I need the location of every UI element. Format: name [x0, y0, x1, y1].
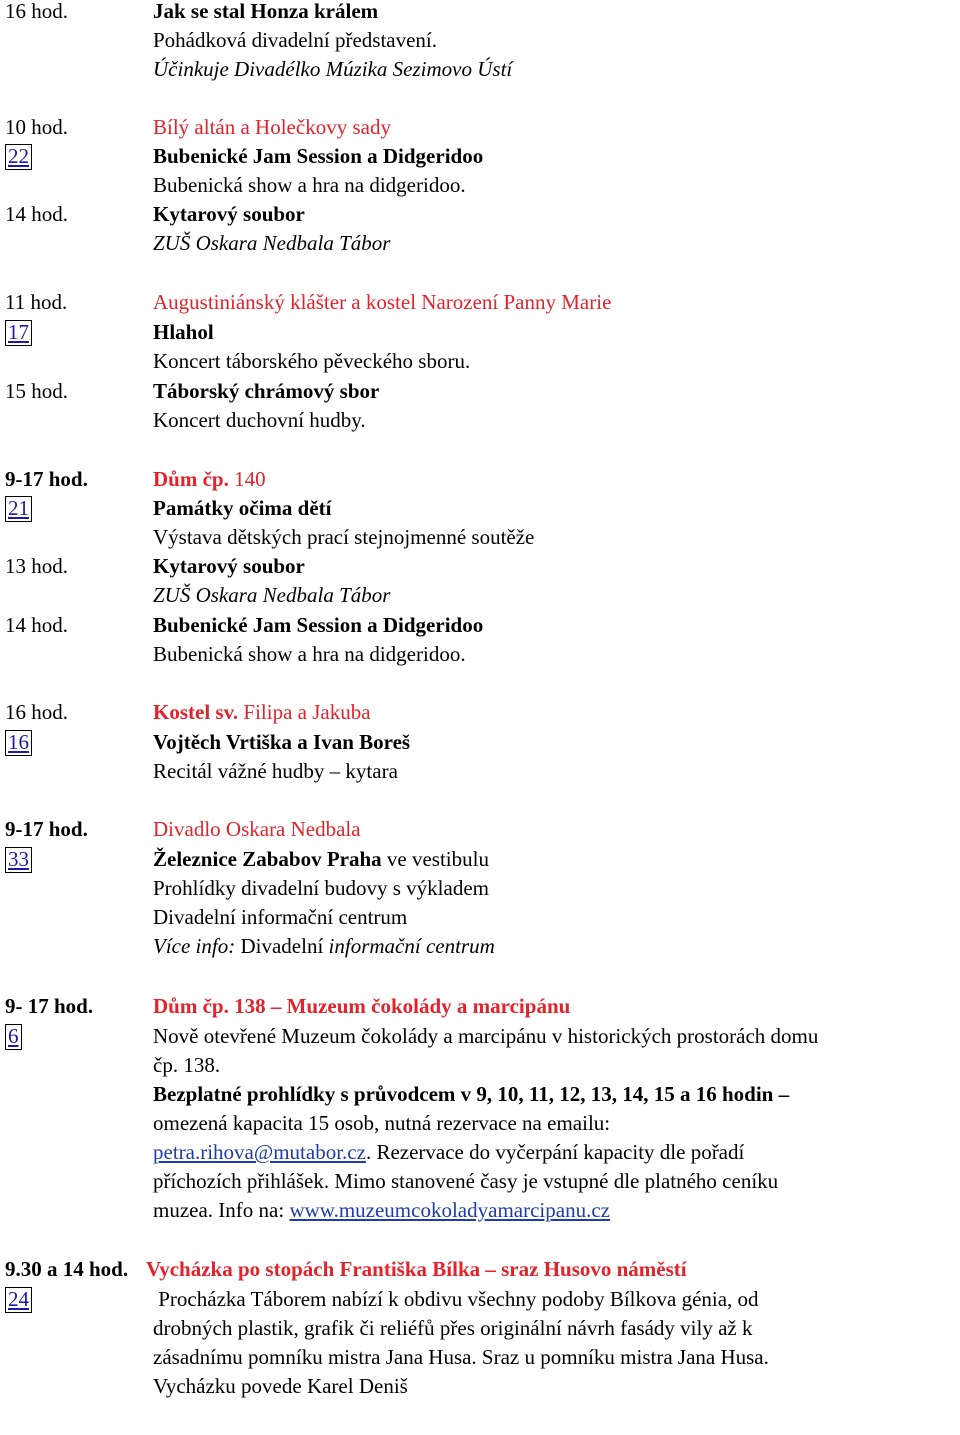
event-performer: Účinkuje Divadélko Múzika Sezimovo Ústí — [153, 57, 513, 81]
event-row — [0, 318, 960, 347]
event-description: omezená kapacita 15 osob, nutná rezervace na emailu: — [153, 1111, 611, 1135]
venue-number-link[interactable]: 21 — [5, 494, 32, 523]
event-desc-row — [0, 1196, 960, 1225]
event-title: Vojtěch Vrtiška a Ivan Boreš — [153, 730, 411, 754]
event-description: drobných plastik, grafik či reliéfů přes originální návrh fasády vily až k — [153, 1316, 753, 1340]
event-row — [0, 377, 960, 406]
event-title: Hlahol — [153, 320, 214, 344]
event-description: Divadelní informační centrum — [153, 905, 408, 929]
event-title: Kytarový soubor — [153, 554, 305, 578]
venue-time: 9-17 hod. — [5, 817, 88, 841]
event-description: zásadnímu pomníku mistra Jana Husa. Sraz u pomníku mistra Jana Husa. — [153, 1345, 769, 1369]
event-info: Více info: Divadelní informační centrum — [153, 934, 495, 958]
event-desc-row — [0, 523, 960, 552]
event-description: Výstava dětských prací stejnojmenné soutěže — [153, 525, 535, 549]
event-title: Bubenické Jam Session a Didgeridoo — [153, 144, 484, 168]
event-description: petra.rihova@mutabor.cz. Rezervace do vyčerpání kapacity dle pořadí — [153, 1140, 745, 1164]
venue-number-link[interactable]: 16 — [5, 728, 32, 757]
event-row — [0, 1285, 960, 1314]
event-title: Jak se stal Honza králem — [153, 0, 379, 23]
venue-time: 9.30 a 14 hod. — [5, 1257, 129, 1281]
event-title: Železnice Zababov Praha ve vestibulu — [153, 847, 489, 871]
event-desc-row — [0, 932, 960, 961]
event-row — [0, 845, 960, 874]
venue-time: 11 hod. — [5, 290, 68, 314]
event-desc-row — [0, 1343, 960, 1372]
event-desc-row — [0, 171, 960, 200]
event-row — [0, 494, 960, 523]
event-time: 15 hod. — [5, 379, 68, 403]
event-row — [0, 200, 960, 229]
venue-name: Dům čp. 140 — [153, 467, 266, 491]
event-description: čp. 138. — [153, 1053, 221, 1077]
event-description: Recitál vážné hudby – kytara — [153, 759, 398, 783]
event-desc-row — [0, 347, 960, 376]
event-description: příchozích přihlášek. Mimo stanovené časy je vstupné dle platného ceníku — [153, 1169, 779, 1193]
event-desc-row — [0, 55, 960, 84]
venue-row — [0, 288, 960, 317]
event-desc-row — [0, 874, 960, 903]
venue-name: Divadlo Oskara Nedbala — [153, 817, 361, 841]
event-title: Bubenické Jam Session a Didgeridoo — [153, 613, 484, 637]
event-description: muzea. Info na: www.muzeumcokoladyamarcipanu.cz — [153, 1198, 610, 1222]
event-desc-row — [0, 1314, 960, 1343]
event-description: Koncert duchovní hudby. — [153, 408, 366, 432]
venue-time: 9- 17 hod. — [5, 994, 94, 1018]
event-description: Pohádková divadelní představení. — [153, 28, 438, 52]
event-desc-row — [0, 1167, 960, 1196]
venue-row — [0, 1255, 960, 1284]
event-time: 14 hod. — [5, 202, 68, 226]
event-desc-row — [0, 26, 960, 55]
event-description: Vycházku povede Karel Deniš — [153, 1374, 408, 1398]
event-title: Kytarový soubor — [153, 202, 305, 226]
event-performer: ZUŠ Oskara Nedbala Tábor — [153, 231, 391, 255]
event-row — [0, 728, 960, 757]
venue-row — [0, 698, 960, 727]
event-desc-row — [0, 581, 960, 610]
venue-name: Vycházka po stopách Františka Bílka – sraz Husovo náměstí — [146, 1257, 687, 1281]
event-title: Táborský chrámový sbor — [153, 379, 380, 403]
venue-row — [0, 465, 960, 494]
venue-time: 10 hod. — [5, 115, 68, 139]
event-desc-row — [0, 406, 960, 435]
venue-name: Kostel sv. Filipa a Jakuba — [153, 700, 371, 724]
event-desc-row — [0, 1109, 960, 1138]
event-time: 13 hod. — [5, 554, 68, 578]
event-row — [0, 0, 960, 26]
event-desc-row — [0, 757, 960, 786]
email-link[interactable]: petra.rihova@mutabor.cz — [153, 1140, 366, 1164]
website-link[interactable]: www.muzeumcokoladyamarcipanu.cz — [289, 1198, 610, 1222]
event-description: Bubenická show a hra na didgeridoo. — [153, 642, 466, 666]
venue-number-link[interactable]: 22 — [5, 142, 32, 171]
venue-number-link[interactable]: 33 — [5, 845, 32, 874]
event-description: Bubenická show a hra na didgeridoo. — [153, 173, 466, 197]
event-desc-row — [0, 1080, 960, 1109]
venue-time: 9-17 hod. — [5, 467, 88, 491]
venue-row — [0, 992, 960, 1021]
venue-number-link[interactable]: 6 — [5, 1022, 22, 1051]
event-highlight: Bezplatné prohlídky s průvodcem v 9, 10, 11, 12, 13, 14, 15 a 16 hodin – — [153, 1082, 790, 1106]
event-time: 16 hod. — [5, 0, 68, 23]
event-performer: ZUŠ Oskara Nedbala Tábor — [153, 583, 391, 607]
event-description: Nově otevřené Muzeum čokolády a marcipánu v historických prostorách domu — [153, 1024, 819, 1048]
venue-row — [0, 113, 960, 142]
event-title: Památky očima dětí — [153, 496, 332, 520]
event-description: Procházka Táborem nabízí k obdivu všechny podoby Bílkova génia, od — [153, 1287, 759, 1311]
event-row — [0, 142, 960, 171]
venue-number-link[interactable]: 24 — [5, 1285, 32, 1314]
event-description: Prohlídky divadelní budovy s výkladem — [153, 876, 489, 900]
venue-time: 16 hod. — [5, 700, 68, 724]
event-desc-row — [0, 1372, 960, 1401]
event-desc-row — [0, 903, 960, 932]
venue-row — [0, 815, 960, 844]
event-row — [0, 611, 960, 640]
event-desc-row — [0, 229, 960, 258]
event-desc-row — [0, 1051, 960, 1080]
venue-name: Augustiniánský klášter a kostel Narození Panny Marie — [153, 290, 612, 314]
event-description: Koncert táborského pěveckého sboru. — [153, 349, 471, 373]
event-row — [0, 552, 960, 581]
event-time: 14 hod. — [5, 613, 68, 637]
venue-name: Dům čp. 138 – Muzeum čokolády a marcipánu — [153, 994, 571, 1018]
venue-number-link[interactable]: 17 — [5, 318, 32, 347]
event-desc-row — [0, 1138, 960, 1167]
event-row — [0, 1022, 960, 1051]
event-desc-row — [0, 640, 960, 669]
venue-name: Bílý altán a Holečkovy sady — [153, 115, 391, 139]
